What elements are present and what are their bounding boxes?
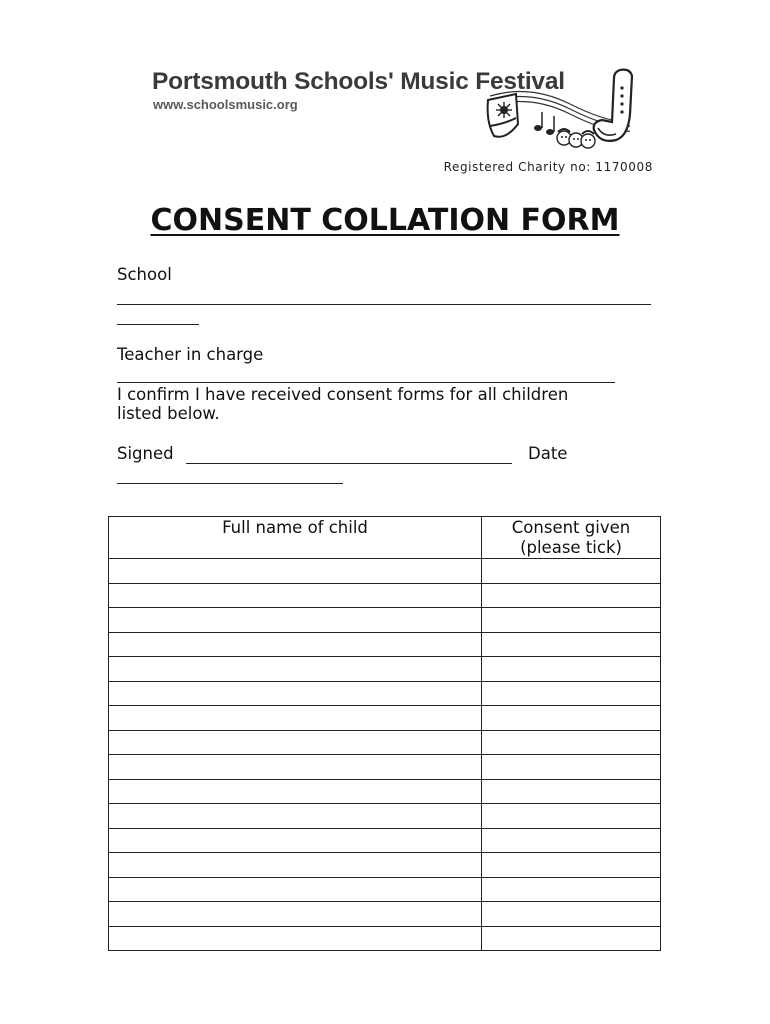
consent-tick-cell[interactable] xyxy=(482,730,661,755)
header-consent-line-1: Consent given xyxy=(511,518,631,537)
consent-tick-cell[interactable] xyxy=(482,755,661,780)
page-title: CONSENT COLLATION FORM xyxy=(150,203,620,238)
charity-number: Registered Charity no: 1170008 xyxy=(443,160,653,174)
date-label: Date xyxy=(528,444,568,463)
table-row xyxy=(109,706,661,731)
consent-tick-cell[interactable] xyxy=(482,804,661,829)
school-field-line-2[interactable] xyxy=(117,324,199,325)
consent-tick-cell[interactable] xyxy=(482,877,661,902)
child-name-cell[interactable] xyxy=(109,828,482,853)
child-name-cell[interactable] xyxy=(109,779,482,804)
child-name-cell[interactable] xyxy=(109,926,482,951)
consent-tick-cell[interactable] xyxy=(482,706,661,731)
signed-label: Signed xyxy=(117,444,174,463)
child-name-cell[interactable] xyxy=(109,559,482,584)
school-field-line-1[interactable] xyxy=(117,304,651,305)
child-name-cell[interactable] xyxy=(109,681,482,706)
children-consent-table xyxy=(108,516,661,951)
child-name-cell[interactable] xyxy=(109,657,482,682)
consent-tick-cell[interactable] xyxy=(482,583,661,608)
table-row xyxy=(109,559,661,584)
child-name-cell[interactable] xyxy=(109,583,482,608)
table-row xyxy=(109,926,661,951)
consent-tick-cell[interactable] xyxy=(482,853,661,878)
date-field-line[interactable] xyxy=(117,483,343,484)
table-row xyxy=(109,583,661,608)
child-name-cell[interactable] xyxy=(109,706,482,731)
consent-tick-cell[interactable] xyxy=(482,559,661,584)
school-label: School xyxy=(117,265,172,284)
consent-tick-cell[interactable] xyxy=(482,902,661,927)
table-row xyxy=(109,755,661,780)
child-name-cell[interactable] xyxy=(109,877,482,902)
signature-field-line[interactable] xyxy=(186,463,512,464)
table-row xyxy=(109,877,661,902)
child-name-cell[interactable] xyxy=(109,730,482,755)
header-full-name: Full name of child xyxy=(109,517,482,559)
table-row xyxy=(109,657,661,682)
child-name-cell[interactable] xyxy=(109,804,482,829)
consent-tick-cell[interactable] xyxy=(482,779,661,804)
consent-tick-cell[interactable] xyxy=(482,657,661,682)
consent-tick-cell[interactable] xyxy=(482,828,661,853)
festival-website: www.schoolsmusic.org xyxy=(153,97,298,112)
child-name-cell[interactable] xyxy=(109,608,482,633)
child-name-cell[interactable] xyxy=(109,632,482,657)
table-header-row xyxy=(109,517,661,559)
consent-tick-cell[interactable] xyxy=(482,608,661,633)
child-name-cell[interactable] xyxy=(109,853,482,878)
table-row xyxy=(109,853,661,878)
table-row xyxy=(109,902,661,927)
consent-tick-cell[interactable] xyxy=(482,681,661,706)
festival-logo-icon xyxy=(480,66,650,162)
table-row xyxy=(109,779,661,804)
table-row xyxy=(109,632,661,657)
consent-tick-cell[interactable] xyxy=(482,926,661,951)
header-consent-given xyxy=(482,517,661,559)
consent-tick-cell[interactable] xyxy=(482,632,661,657)
header-consent-line-2: (please tick) xyxy=(520,538,622,557)
table-row xyxy=(109,804,661,829)
confirm-text-line-1: I confirm I have received consent forms for all children xyxy=(117,385,569,404)
teacher-label: Teacher in charge xyxy=(117,345,264,364)
child-name-cell[interactable] xyxy=(109,755,482,780)
table-row xyxy=(109,681,661,706)
table-row xyxy=(109,828,661,853)
table-row xyxy=(109,730,661,755)
child-name-cell[interactable] xyxy=(109,902,482,927)
confirm-text-line-2: listed below. xyxy=(117,404,220,423)
teacher-field-line[interactable] xyxy=(117,382,615,383)
festival-name: Portsmouth Schools' Music Festival xyxy=(152,68,565,95)
table-row xyxy=(109,608,661,633)
